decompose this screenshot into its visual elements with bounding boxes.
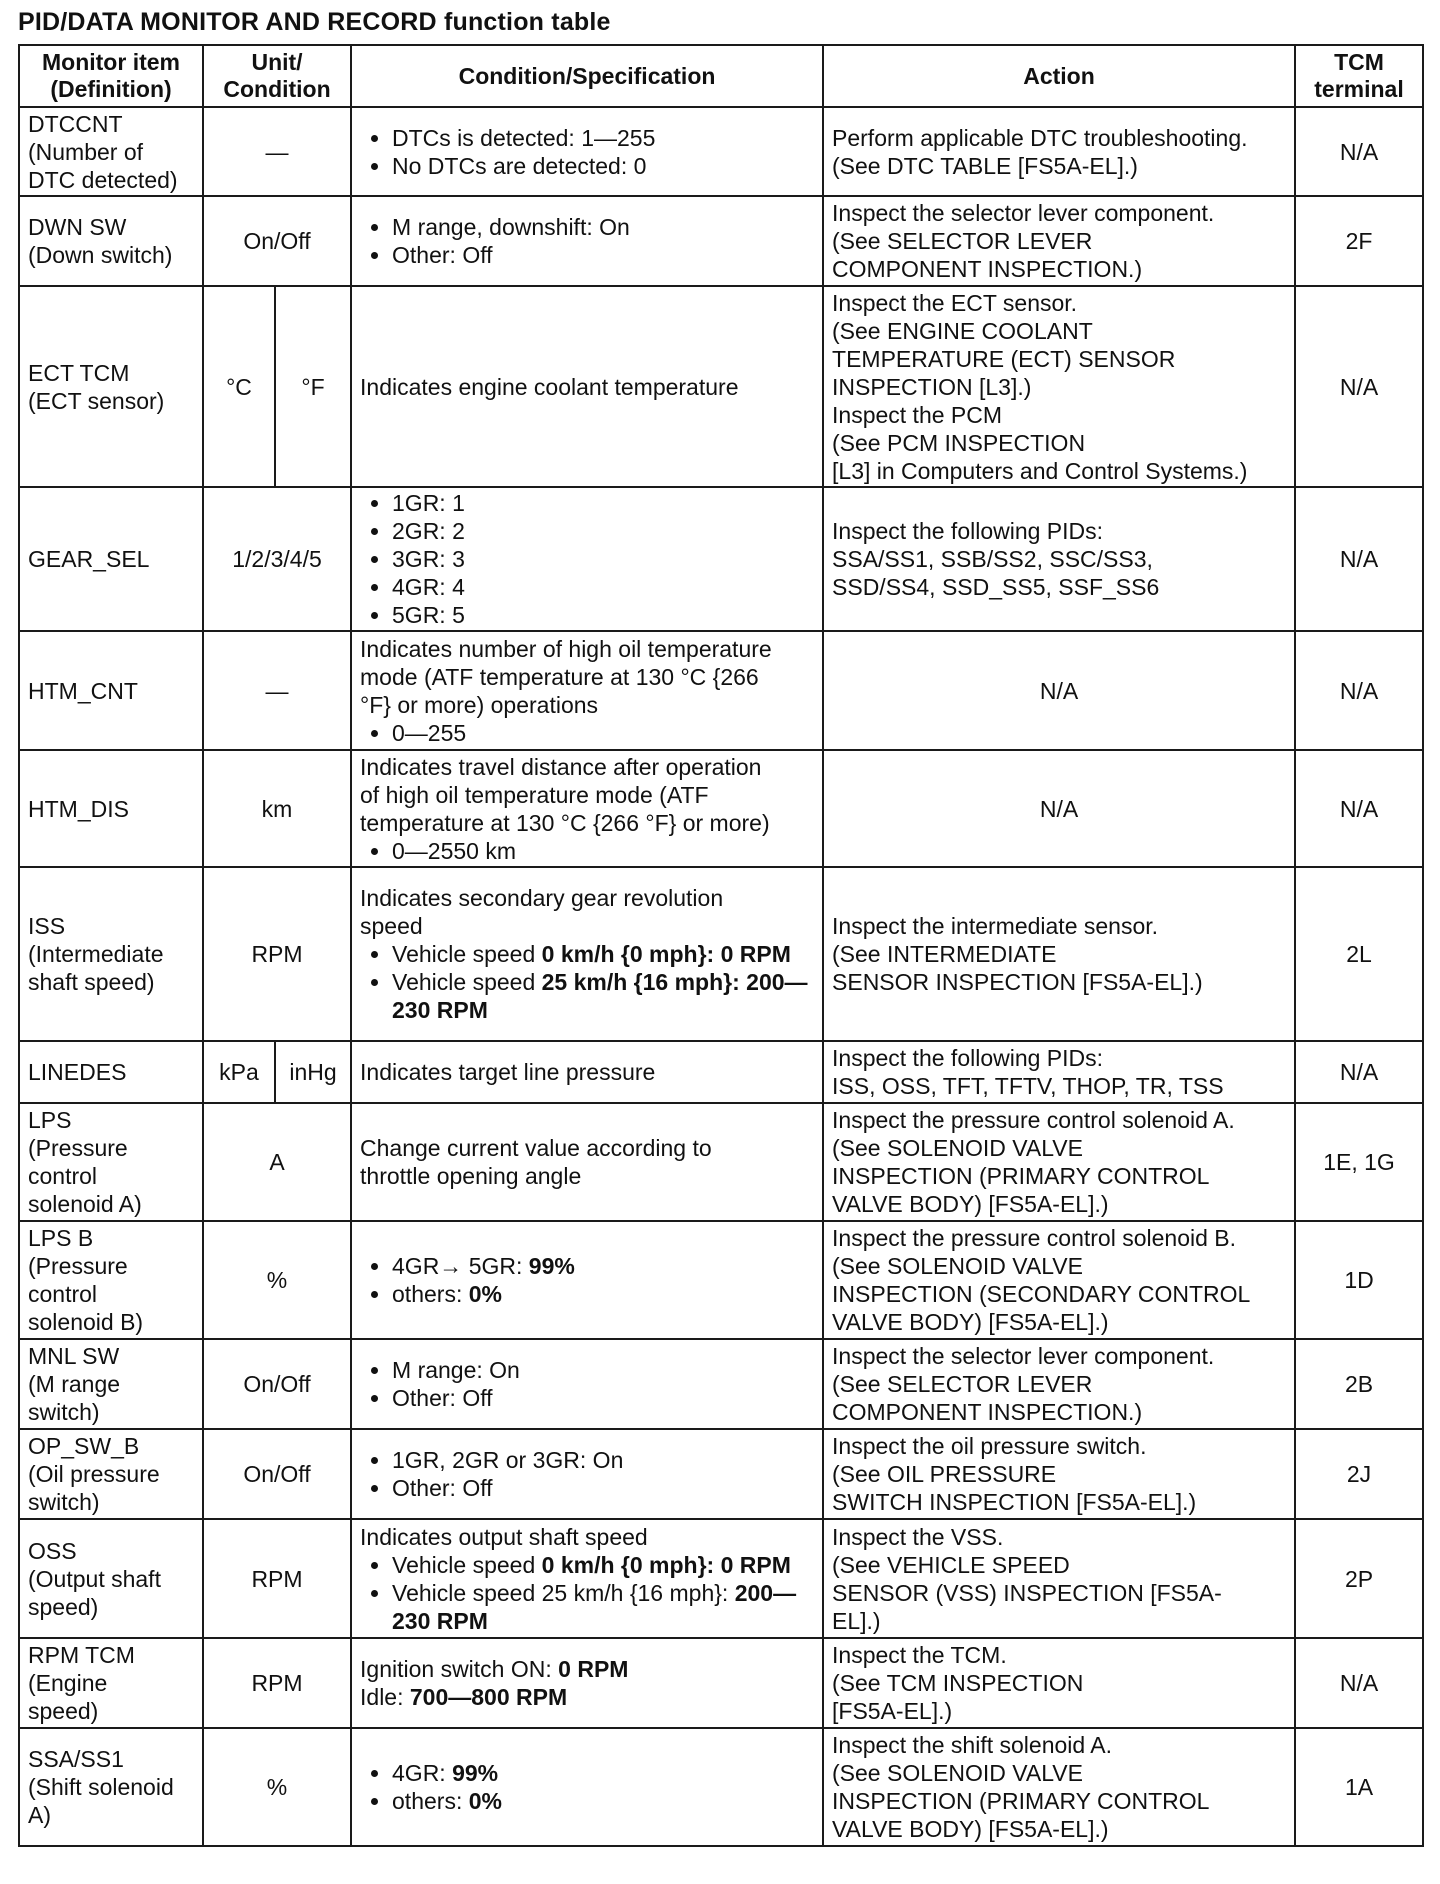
monitor-item-text: GEAR_SEL <box>28 546 150 572</box>
spec-bullet-list <box>360 1551 814 1635</box>
tcm-terminal-cell: 2P <box>1295 1519 1423 1638</box>
unit-cell: % <box>203 1221 351 1339</box>
monitor-item-cell <box>19 1339 203 1429</box>
spec-bullet: • 3GR: 3 <box>392 545 814 573</box>
unit-cell: — <box>203 107 351 196</box>
monitor-item-text: LPS B <box>28 1225 94 1251</box>
table-row <box>19 107 1423 196</box>
tcm-terminal-cell: N/A <box>1295 1638 1423 1728</box>
action-text: Inspect the following PIDs: <box>832 1045 1104 1071</box>
spec-text: Indicates number of high oil temperature <box>360 635 772 662</box>
header-row <box>19 45 1423 107</box>
action-cell <box>823 1728 1295 1846</box>
spec-bullet: • 4GR: 99% <box>392 1759 814 1787</box>
action-text: [L3] in Computers and Control Systems.) <box>832 457 1248 484</box>
table-row <box>19 750 1423 867</box>
monitor-item-text: ECT TCM <box>28 359 130 386</box>
action-cell <box>823 1041 1295 1103</box>
action-text: (See VEHICLE SPEED <box>832 1551 1070 1578</box>
monitor-item-text: control <box>28 1163 98 1189</box>
monitor-item-text: ISS <box>28 913 66 939</box>
monitor-item-text: A) <box>28 1802 51 1828</box>
header-tcm: TCM terminal <box>1295 45 1423 107</box>
action-text: Perform applicable DTC troubleshooting. <box>832 124 1248 151</box>
unit-cell: °C <box>203 286 275 487</box>
action-text: Inspect the PCM <box>832 401 1003 428</box>
action-text: COMPONENT INSPECTION.) <box>832 1399 1143 1425</box>
unit-cell: RPM <box>203 1519 351 1638</box>
tcm-terminal-cell: N/A <box>1295 1041 1423 1103</box>
spec-text: Indicates output shaft speed <box>360 1523 648 1550</box>
monitor-item-text: (Engine <box>28 1670 108 1696</box>
header-monitor-item: Monitor item (Definition) <box>19 45 203 107</box>
table-row <box>19 196 1423 286</box>
spec-bullet: • 0—255 <box>392 719 814 747</box>
monitor-item-cell <box>19 1728 203 1846</box>
unit-cell: % <box>203 1728 351 1846</box>
spec-bullet: • M range, downshift: On <box>392 213 814 241</box>
header-action: Action <box>823 45 1295 107</box>
action-text: EL].) <box>832 1607 881 1634</box>
monitor-item-text: LINEDES <box>28 1059 127 1085</box>
monitor-item-cell <box>19 1221 203 1339</box>
action-text: Inspect the VSS. <box>832 1523 1004 1550</box>
spec-text: temperature at 130 °C {266 °F} or more) <box>360 809 770 836</box>
spec-text: Indicates secondary gear revolution <box>360 885 724 911</box>
action-text: Inspect the selector lever component. <box>832 1343 1215 1369</box>
action-text: (See TCM INSPECTION <box>832 1670 1084 1696</box>
action-text: INSPECTION (PRIMARY CONTROL <box>832 1163 1210 1189</box>
action-text: VALVE BODY) [FS5A-EL].) <box>832 1191 1109 1217</box>
spec-bullet-list <box>360 1356 814 1412</box>
spec-bullet: • M range: On <box>392 1356 814 1384</box>
spec-cell <box>351 286 823 487</box>
spec-text: throttle opening angle <box>360 1163 582 1189</box>
spec-cell <box>351 1221 823 1339</box>
action-text: (See INTERMEDIATE <box>832 941 1057 967</box>
pid-function-table <box>18 44 1424 1847</box>
spec-bullet-list <box>360 489 814 629</box>
spec-text: Idle: 700—800 RPM <box>360 1684 568 1710</box>
spec-bullet-list <box>360 1446 814 1502</box>
table-row <box>19 1429 1423 1519</box>
monitor-item-text: OSS <box>28 1537 77 1564</box>
spec-bullet: • 1GR, 2GR or 3GR: On <box>392 1446 814 1474</box>
spec-cell <box>351 1728 823 1846</box>
spec-bullet-list <box>360 1759 814 1815</box>
table-row <box>19 631 1423 750</box>
action-text: TEMPERATURE (ECT) SENSOR <box>832 345 1176 372</box>
unit-cell: RPM <box>203 867 351 1041</box>
monitor-item-text: switch) <box>28 1489 100 1515</box>
action-text: (See OIL PRESSURE <box>832 1461 1057 1487</box>
table-row <box>19 1519 1423 1638</box>
action-text: (See SELECTOR LEVER <box>832 228 1093 254</box>
spec-cell <box>351 750 823 867</box>
action-text: (See DTC TABLE [FS5A-EL].) <box>832 152 1138 179</box>
monitor-item-text: solenoid A) <box>28 1191 142 1217</box>
action-text: INSPECTION [L3].) <box>832 373 1032 400</box>
tcm-terminal-cell: 1E, 1G <box>1295 1103 1423 1221</box>
spec-cell <box>351 487 823 631</box>
table-title: PID/DATA MONITOR AND RECORD function table <box>18 8 611 36</box>
spec-bullet: • 1GR: 1 <box>392 489 814 517</box>
monitor-item-text: (Down switch) <box>28 242 173 268</box>
action-cell: N/A <box>823 750 1295 867</box>
action-text: VALVE BODY) [FS5A-EL].) <box>832 1816 1109 1842</box>
tcm-terminal-cell: 1A <box>1295 1728 1423 1846</box>
spec-bullet-list <box>360 124 814 180</box>
monitor-item-text: speed) <box>28 1698 99 1724</box>
action-text: (See SOLENOID VALVE <box>832 1253 1083 1279</box>
action-text: COMPONENT INSPECTION.) <box>832 256 1143 282</box>
action-text: Inspect the selector lever component. <box>832 200 1215 226</box>
monitor-item-text: SSA/SS1 <box>28 1746 124 1772</box>
action-cell <box>823 107 1295 196</box>
spec-bullet: • Vehicle speed 25 km/h {16 mph}: 200—230 RPM <box>392 1579 814 1635</box>
action-text: VALVE BODY) [FS5A-EL].) <box>832 1309 1109 1335</box>
spec-bullet: • 5GR: 5 <box>392 601 814 629</box>
monitor-item-text: DTC detected) <box>28 166 178 193</box>
spec-cell <box>351 1519 823 1638</box>
spec-bullet-list <box>360 719 814 747</box>
action-cell <box>823 1221 1295 1339</box>
table-row <box>19 286 1423 487</box>
action-text: (See SELECTOR LEVER <box>832 1371 1093 1397</box>
header-unit: Unit/ Condition <box>203 45 351 107</box>
table-row <box>19 1339 1423 1429</box>
monitor-item-text: (ECT sensor) <box>28 387 165 414</box>
tcm-terminal-cell: N/A <box>1295 286 1423 487</box>
spec-bullet: • Other: Off <box>392 1384 814 1412</box>
monitor-item-cell <box>19 1103 203 1221</box>
monitor-item-text: OP_SW_B <box>28 1433 140 1459</box>
action-text: (See PCM INSPECTION <box>832 429 1086 456</box>
monitor-item-cell <box>19 107 203 196</box>
header-spec: Condition/Specification <box>351 45 823 107</box>
tcm-terminal-cell: N/A <box>1295 631 1423 750</box>
action-cell <box>823 1339 1295 1429</box>
spec-cell <box>351 867 823 1041</box>
action-cell: N/A <box>823 631 1295 750</box>
tcm-terminal-cell: 2B <box>1295 1339 1423 1429</box>
spec-bullet-list <box>360 940 814 1024</box>
unit-cell: RPM <box>203 1638 351 1728</box>
unit-cell: On/Off <box>203 196 351 286</box>
unit-cell: 1/2/3/4/5 <box>203 487 351 631</box>
spec-bullet: • 4GR→ 5GR: 99% <box>392 1252 814 1280</box>
tcm-terminal-cell: 2J <box>1295 1429 1423 1519</box>
action-cell <box>823 286 1295 487</box>
monitor-item-text: DTCCNT <box>28 110 123 137</box>
table-row <box>19 1638 1423 1728</box>
unit-cell: kPa <box>203 1041 275 1103</box>
spec-text: Indicates travel distance after operation <box>360 753 762 780</box>
spec-bullet: • 2GR: 2 <box>392 517 814 545</box>
action-text: Inspect the pressure control solenoid B. <box>832 1225 1237 1251</box>
action-text: INSPECTION (PRIMARY CONTROL <box>832 1788 1210 1814</box>
monitor-item-text: speed) <box>28 1593 99 1620</box>
spec-bullet: • others: 0% <box>392 1280 814 1308</box>
tcm-terminal-cell: N/A <box>1295 750 1423 867</box>
unit-cell: On/Off <box>203 1429 351 1519</box>
monitor-item-cell <box>19 286 203 487</box>
action-text: Inspect the ECT sensor. <box>832 289 1078 316</box>
action-text: SWITCH INSPECTION [FS5A-EL].) <box>832 1489 1197 1515</box>
monitor-item-text: DWN SW <box>28 214 127 240</box>
action-text: SENSOR (VSS) INSPECTION [FS5A- <box>832 1579 1222 1606</box>
action-text: Inspect the intermediate sensor. <box>832 913 1159 939</box>
tcm-terminal-cell: N/A <box>1295 107 1423 196</box>
table-row <box>19 867 1423 1041</box>
spec-cell <box>351 1041 823 1103</box>
spec-text: Indicates target line pressure <box>360 1059 656 1085</box>
spec-text: speed <box>360 913 423 939</box>
tcm-terminal-cell: 2F <box>1295 196 1423 286</box>
action-text: [FS5A-EL].) <box>832 1698 953 1724</box>
monitor-item-text: (Oil pressure <box>28 1461 160 1487</box>
table-row <box>19 1103 1423 1221</box>
monitor-item-text: HTM_CNT <box>28 677 138 704</box>
monitor-item-text: solenoid B) <box>28 1309 144 1335</box>
monitor-item-text: (Number of <box>28 138 144 165</box>
action-text: (See SOLENOID VALVE <box>832 1760 1083 1786</box>
spec-bullet: • Vehicle speed 0 km/h {0 mph}: 0 RPM <box>392 1551 814 1579</box>
monitor-item-cell <box>19 196 203 286</box>
spec-bullet: • 4GR: 4 <box>392 573 814 601</box>
monitor-item-text: (Shift solenoid <box>28 1774 174 1800</box>
monitor-item-text: (Pressure <box>28 1135 128 1161</box>
action-text: Inspect the following PIDs: <box>832 518 1104 544</box>
spec-cell <box>351 1339 823 1429</box>
monitor-item-cell <box>19 1429 203 1519</box>
action-text: (See ENGINE COOLANT <box>832 317 1093 344</box>
tcm-terminal-cell: N/A <box>1295 487 1423 631</box>
monitor-item-text: (M range <box>28 1371 121 1397</box>
spec-bullet-list <box>360 213 814 269</box>
monitor-item-cell <box>19 1519 203 1638</box>
spec-text: Ignition switch ON: 0 RPM <box>360 1656 629 1682</box>
spec-bullet: • Other: Off <box>392 1474 814 1502</box>
spec-bullet: • Vehicle speed 0 km/h {0 mph}: 0 RPM <box>392 940 814 968</box>
unit-cell: On/Off <box>203 1339 351 1429</box>
spec-bullet: • others: 0% <box>392 1787 814 1815</box>
spec-text: of high oil temperature mode (ATF <box>360 781 709 808</box>
spec-text: Indicates engine coolant temperature <box>360 373 739 400</box>
action-cell <box>823 867 1295 1041</box>
action-cell <box>823 1103 1295 1221</box>
action-text: Inspect the pressure control solenoid A. <box>832 1107 1235 1133</box>
spec-text: mode (ATF temperature at 130 °C {266 <box>360 663 759 690</box>
spec-cell <box>351 631 823 750</box>
monitor-item-text: switch) <box>28 1399 100 1425</box>
monitor-item-cell <box>19 750 203 867</box>
tcm-terminal-cell: 2L <box>1295 867 1423 1041</box>
monitor-item-text: shaft speed) <box>28 969 155 995</box>
spec-bullet: • Vehicle speed 25 km/h {16 mph}: 200—230 RPM <box>392 968 814 1024</box>
action-cell <box>823 1519 1295 1638</box>
action-text: INSPECTION (SECONDARY CONTROL <box>832 1281 1251 1307</box>
monitor-item-cell <box>19 1638 203 1728</box>
spec-bullet-list <box>360 837 814 865</box>
monitor-item-cell <box>19 867 203 1041</box>
table-row <box>19 1728 1423 1846</box>
table-row <box>19 487 1423 631</box>
monitor-item-text: MNL SW <box>28 1343 120 1369</box>
spec-bullet: • 0—2550 km <box>392 837 814 865</box>
action-text: Inspect the shift solenoid A. <box>832 1732 1113 1758</box>
monitor-item-text: (Intermediate <box>28 941 164 967</box>
action-cell <box>823 1638 1295 1728</box>
action-text: SSA/SS1, SSB/SS2, SSC/SS3, <box>832 546 1153 572</box>
spec-bullet: • DTCs is detected: 1—255 <box>392 124 814 152</box>
spec-cell <box>351 1429 823 1519</box>
monitor-item-cell <box>19 487 203 631</box>
action-text: SENSOR INSPECTION [FS5A-EL].) <box>832 969 1203 995</box>
action-text: Inspect the TCM. <box>832 1642 1007 1668</box>
unit-cell: km <box>203 750 351 867</box>
monitor-item-text: (Pressure <box>28 1253 128 1279</box>
table-row <box>19 1041 1423 1103</box>
action-text: SSD/SS4, SSD_SS5, SSF_SS6 <box>832 574 1160 600</box>
tcm-terminal-cell: 1D <box>1295 1221 1423 1339</box>
monitor-item-cell <box>19 1041 203 1103</box>
unit-cell: inHg <box>275 1041 351 1103</box>
unit-cell: A <box>203 1103 351 1221</box>
monitor-item-text: control <box>28 1281 98 1307</box>
spec-cell <box>351 1103 823 1221</box>
spec-cell <box>351 196 823 286</box>
table-row <box>19 1221 1423 1339</box>
action-text: Inspect the oil pressure switch. <box>832 1433 1147 1459</box>
action-text: ISS, OSS, TFT, TFTV, THOP, TR, TSS <box>832 1073 1224 1099</box>
monitor-item-text: (Output shaft <box>28 1565 161 1592</box>
unit-cell: — <box>203 631 351 750</box>
unit-cell: °F <box>275 286 351 487</box>
spec-text: Change current value according to <box>360 1135 712 1161</box>
monitor-item-cell <box>19 631 203 750</box>
spec-cell <box>351 107 823 196</box>
monitor-item-text: RPM TCM <box>28 1642 135 1668</box>
monitor-item-text: LPS <box>28 1107 72 1133</box>
action-cell <box>823 1429 1295 1519</box>
spec-bullet: • No DTCs are detected: 0 <box>392 152 814 180</box>
action-cell <box>823 487 1295 631</box>
action-cell <box>823 196 1295 286</box>
spec-text: °F} or more) operations <box>360 691 599 718</box>
monitor-item-text: HTM_DIS <box>28 795 129 822</box>
spec-bullet-list <box>360 1252 814 1308</box>
spec-cell <box>351 1638 823 1728</box>
spec-bullet: • Other: Off <box>392 241 814 269</box>
action-text: (See SOLENOID VALVE <box>832 1135 1083 1161</box>
